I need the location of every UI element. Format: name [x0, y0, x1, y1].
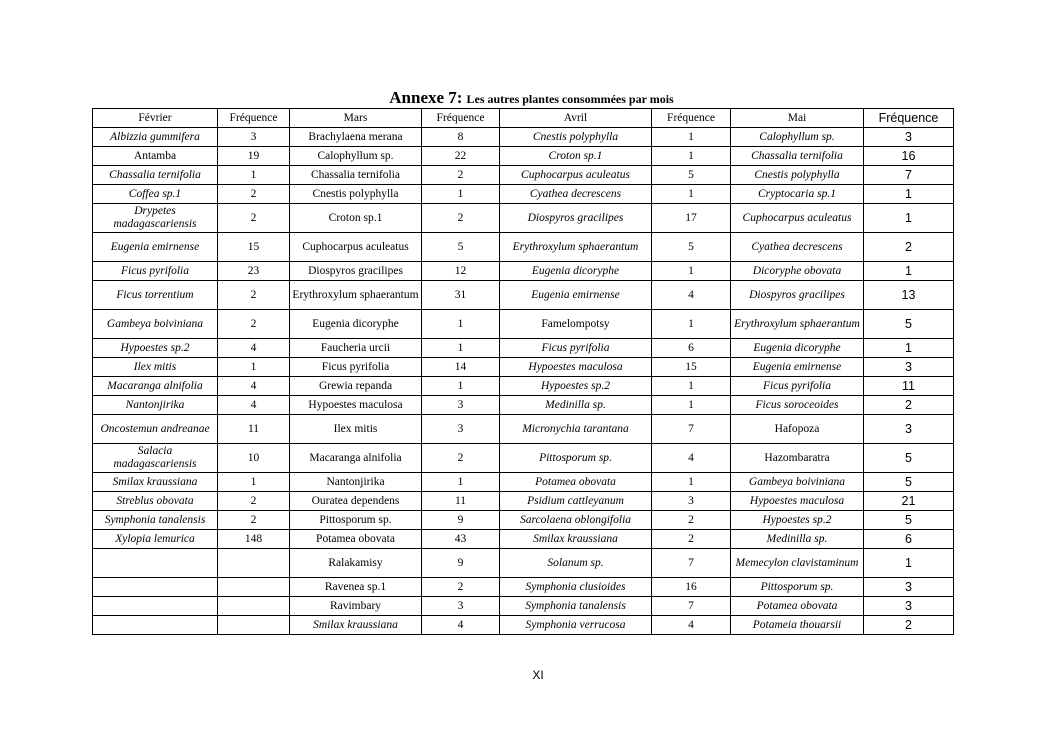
cell-fevrier-frequence: 15: [218, 233, 290, 262]
cell-avril-plant: Sarcolaena oblongifolia: [500, 511, 652, 530]
cell-mai-frequence: 5: [864, 473, 954, 492]
cell-fevrier-frequence: 19: [218, 147, 290, 166]
table-row: [93, 492, 954, 511]
cell-mai-plant: Hypoestes sp.2: [731, 511, 864, 530]
cell-mai-plant: Calophyllum sp.: [731, 128, 864, 147]
cell-mai-plant: Cuphocarpus aculeatus: [731, 204, 864, 233]
cell-avril-frequence: 1: [652, 377, 731, 396]
table-row: [93, 166, 954, 185]
table-row: [93, 233, 954, 262]
cell-mars-plant: Ilex mitis: [290, 415, 422, 444]
table-row: [93, 339, 954, 358]
cell-mars-plant: Ficus pyrifolia: [290, 358, 422, 377]
cell-avril-plant: Symphonia tanalensis: [500, 597, 652, 616]
cell-avril-plant: Ficus pyrifolia: [500, 339, 652, 358]
table-row: [93, 262, 954, 281]
cell-mai-plant: Potameia thouarsii: [731, 616, 864, 635]
cell-mai-frequence: 1: [864, 262, 954, 281]
header-mars: Mars: [290, 109, 422, 128]
title-text: Les autres plantes consommées par mois: [466, 92, 674, 106]
table-row: [93, 396, 954, 415]
cell-mars-plant: Diospyros gracilipes: [290, 262, 422, 281]
cell-mai-frequence: 16: [864, 147, 954, 166]
cell-mars-plant: Nantonjirika: [290, 473, 422, 492]
cell-fevrier-plant: Ficus torrentium: [93, 281, 218, 310]
cell-mai-plant: Dicoryphe obovata: [731, 262, 864, 281]
cell-mai-frequence: 1: [864, 204, 954, 233]
cell-mars-frequence: 1: [422, 310, 500, 339]
cell-mars-plant: Cuphocarpus aculeatus: [290, 233, 422, 262]
cell-fevrier-frequence: 1: [218, 473, 290, 492]
cell-fevrier-frequence: 148: [218, 530, 290, 549]
cell-mars-frequence: 31: [422, 281, 500, 310]
table-row: [93, 128, 954, 147]
cell-mars-frequence: 3: [422, 396, 500, 415]
cell-fevrier-plant: [93, 549, 218, 578]
cell-avril-plant: Hypoestes maculosa: [500, 358, 652, 377]
cell-mars-plant: Grewia repanda: [290, 377, 422, 396]
cell-mai-frequence: 1: [864, 549, 954, 578]
cell-avril-plant: Smilax kraussiana: [500, 530, 652, 549]
cell-fevrier-plant: Ficus pyrifolia: [93, 262, 218, 281]
cell-fevrier-frequence: 2: [218, 492, 290, 511]
cell-mai-frequence: 3: [864, 128, 954, 147]
cell-fevrier-frequence: 10: [218, 444, 290, 473]
cell-mars-plant: Croton sp.1: [290, 204, 422, 233]
cell-mars-frequence: 3: [422, 597, 500, 616]
cell-avril-plant: Pittosporum sp.: [500, 444, 652, 473]
cell-mai-frequence: 5: [864, 511, 954, 530]
cell-avril-frequence: 4: [652, 281, 731, 310]
cell-mai-frequence: 3: [864, 358, 954, 377]
cell-mars-plant: Eugenia dicoryphe: [290, 310, 422, 339]
cell-mars-plant: Smilax kraussiana: [290, 616, 422, 635]
cell-fevrier-frequence: 4: [218, 396, 290, 415]
cell-fevrier-plant: Oncostemun andreanae: [93, 415, 218, 444]
table-row: [93, 281, 954, 310]
header-frequence-avril: Fréquence: [652, 109, 731, 128]
cell-mars-frequence: 2: [422, 166, 500, 185]
cell-fevrier-plant: Smilax kraussiana: [93, 473, 218, 492]
cell-mai-frequence: 13: [864, 281, 954, 310]
table-row: [93, 616, 954, 635]
cell-avril-plant: Symphonia verrucosa: [500, 616, 652, 635]
cell-fevrier-plant: Xylopia lemurica: [93, 530, 218, 549]
cell-avril-frequence: 15: [652, 358, 731, 377]
cell-mars-plant: Erythroxylum sphaerantum: [290, 281, 422, 310]
cell-mai-plant: Potamea obovata: [731, 597, 864, 616]
cell-avril-plant: Hypoestes sp.2: [500, 377, 652, 396]
cell-fevrier-frequence: 1: [218, 358, 290, 377]
cell-fevrier-plant: Macaranga alnifolia: [93, 377, 218, 396]
cell-mai-frequence: 2: [864, 616, 954, 635]
cell-mars-plant: Faucheria urcii: [290, 339, 422, 358]
table-row: [93, 530, 954, 549]
cell-avril-plant: Cnestis polyphylla: [500, 128, 652, 147]
cell-avril-plant: Eugenia emirnense: [500, 281, 652, 310]
cell-avril-frequence: 1: [652, 147, 731, 166]
cell-mars-frequence: 1: [422, 185, 500, 204]
table-row: [93, 473, 954, 492]
cell-mars-plant: Ravenea sp.1: [290, 578, 422, 597]
cell-mars-frequence: 43: [422, 530, 500, 549]
cell-fevrier-plant: Symphonia tanalensis: [93, 511, 218, 530]
cell-avril-frequence: 17: [652, 204, 731, 233]
cell-fevrier-frequence: 4: [218, 377, 290, 396]
cell-mai-frequence: 2: [864, 396, 954, 415]
cell-avril-plant: Cyathea decrescens: [500, 185, 652, 204]
cell-mai-frequence: 5: [864, 310, 954, 339]
cell-mai-frequence: 1: [864, 185, 954, 204]
table-row: [93, 511, 954, 530]
cell-mai-frequence: 11: [864, 377, 954, 396]
cell-mars-frequence: 3: [422, 415, 500, 444]
cell-fevrier-plant: Eugenia emirnense: [93, 233, 218, 262]
cell-mars-plant: Pittosporum sp.: [290, 511, 422, 530]
table-row: [93, 578, 954, 597]
table-row: [93, 444, 954, 473]
cell-mars-frequence: 1: [422, 377, 500, 396]
cell-fevrier-frequence: 2: [218, 310, 290, 339]
cell-fevrier-plant: [93, 597, 218, 616]
cell-fevrier-frequence: 2: [218, 185, 290, 204]
cell-avril-plant: Eugenia dicoryphe: [500, 262, 652, 281]
cell-avril-plant: Symphonia clusioides: [500, 578, 652, 597]
cell-fevrier-frequence: [218, 597, 290, 616]
cell-avril-plant: Erythroxylum sphaerantum: [500, 233, 652, 262]
cell-avril-frequence: 5: [652, 233, 731, 262]
cell-mars-frequence: 1: [422, 473, 500, 492]
cell-fevrier-frequence: [218, 549, 290, 578]
cell-avril-plant: Micronychia tarantana: [500, 415, 652, 444]
cell-avril-plant: Cuphocarpus aculeatus: [500, 166, 652, 185]
cell-mars-plant: Brachylaena merana: [290, 128, 422, 147]
cell-avril-plant: Croton sp.1: [500, 147, 652, 166]
cell-fevrier-frequence: 2: [218, 204, 290, 233]
cell-mai-frequence: 2: [864, 233, 954, 262]
cell-avril-plant: Solanum sp.: [500, 549, 652, 578]
cell-avril-frequence: 2: [652, 530, 731, 549]
cell-fevrier-frequence: 4: [218, 339, 290, 358]
cell-avril-frequence: 7: [652, 597, 731, 616]
cell-fevrier-frequence: 23: [218, 262, 290, 281]
cell-mars-frequence: 4: [422, 616, 500, 635]
cell-mai-plant: Eugenia emirnense: [731, 358, 864, 377]
cell-fevrier-frequence: [218, 616, 290, 635]
cell-fevrier-plant: Hypoestes sp.2: [93, 339, 218, 358]
table-row: [93, 310, 954, 339]
cell-mai-plant: Hypoestes maculosa: [731, 492, 864, 511]
cell-mai-plant: Medinilla sp.: [731, 530, 864, 549]
cell-mars-plant: Potamea obovata: [290, 530, 422, 549]
cell-avril-frequence: 1: [652, 310, 731, 339]
cell-mai-frequence: 3: [864, 578, 954, 597]
page-title: [0, 89, 1053, 108]
cell-avril-frequence: 7: [652, 415, 731, 444]
cell-mai-plant: Pittosporum sp.: [731, 578, 864, 597]
cell-avril-plant: Psidium cattleyanum: [500, 492, 652, 511]
cell-avril-frequence: 1: [652, 128, 731, 147]
cell-mai-plant: Diospyros gracilipes: [731, 281, 864, 310]
cell-avril-frequence: 1: [652, 396, 731, 415]
cell-avril-frequence: 6: [652, 339, 731, 358]
table-row: [93, 597, 954, 616]
cell-mars-frequence: 11: [422, 492, 500, 511]
cell-mai-plant: Gambeya boiviniana: [731, 473, 864, 492]
cell-fevrier-plant: [93, 616, 218, 635]
cell-mars-frequence: 1: [422, 339, 500, 358]
cell-avril-plant: Medinilla sp.: [500, 396, 652, 415]
table-row: [93, 358, 954, 377]
table-row: [93, 377, 954, 396]
table-header-row: [93, 109, 954, 128]
cell-mai-plant: Memecylon clavistaminum: [731, 549, 864, 578]
table-row: [93, 549, 954, 578]
cell-fevrier-plant: Antamba: [93, 147, 218, 166]
cell-fevrier-frequence: 3: [218, 128, 290, 147]
cell-fevrier-frequence: 2: [218, 281, 290, 310]
cell-mars-frequence: 12: [422, 262, 500, 281]
table-row: [93, 204, 954, 233]
cell-mars-frequence: 9: [422, 511, 500, 530]
table-row: [93, 147, 954, 166]
header-fevrier: Février: [93, 109, 218, 128]
cell-fevrier-frequence: 1: [218, 166, 290, 185]
header-frequence-mars: Fréquence: [422, 109, 500, 128]
cell-avril-frequence: 4: [652, 616, 731, 635]
cell-mars-frequence: 2: [422, 444, 500, 473]
cell-mars-frequence: 5: [422, 233, 500, 262]
cell-fevrier-plant: Chassalia ternifolia: [93, 166, 218, 185]
cell-avril-plant: Potamea obovata: [500, 473, 652, 492]
table-row: [93, 415, 954, 444]
table-row: [93, 185, 954, 204]
cell-avril-frequence: 1: [652, 185, 731, 204]
cell-avril-frequence: 1: [652, 262, 731, 281]
cell-mai-frequence: 3: [864, 415, 954, 444]
cell-mai-plant: Cryptocaria sp.1: [731, 185, 864, 204]
cell-avril-frequence: 2: [652, 511, 731, 530]
header-avril: Avril: [500, 109, 652, 128]
plants-table: [92, 108, 954, 635]
cell-mars-frequence: 22: [422, 147, 500, 166]
cell-mai-plant: Erythroxylum sphaerantum: [731, 310, 864, 339]
cell-avril-frequence: 7: [652, 549, 731, 578]
cell-mai-plant: Hafopoza: [731, 415, 864, 444]
cell-mars-frequence: 2: [422, 204, 500, 233]
cell-mars-frequence: 2: [422, 578, 500, 597]
cell-mai-frequence: 3: [864, 597, 954, 616]
cell-mars-plant: Ralakamisy: [290, 549, 422, 578]
cell-avril-frequence: 4: [652, 444, 731, 473]
cell-mars-plant: Macaranga alnifolia: [290, 444, 422, 473]
cell-avril-frequence: 5: [652, 166, 731, 185]
cell-fevrier-plant: Coffea sp.1: [93, 185, 218, 204]
cell-avril-plant: Diospyros gracilipes: [500, 204, 652, 233]
cell-mai-frequence: 1: [864, 339, 954, 358]
cell-mai-plant: Ficus pyrifolia: [731, 377, 864, 396]
cell-mai-plant: Cnestis polyphylla: [731, 166, 864, 185]
cell-fevrier-plant: Albizzia gummifera: [93, 128, 218, 147]
header-mai: Mai: [731, 109, 864, 128]
cell-avril-frequence: 1: [652, 473, 731, 492]
cell-mai-frequence: 21: [864, 492, 954, 511]
cell-mai-frequence: 5: [864, 444, 954, 473]
cell-fevrier-plant: [93, 578, 218, 597]
header-frequence-mai: Fréquence: [864, 109, 954, 128]
cell-fevrier-plant: Ilex mitis: [93, 358, 218, 377]
cell-mars-plant: Ouratea dependens: [290, 492, 422, 511]
cell-mars-frequence: 8: [422, 128, 500, 147]
cell-mai-plant: Chassalia ternifolia: [731, 147, 864, 166]
cell-mars-plant: Hypoestes maculosa: [290, 396, 422, 415]
cell-mars-plant: Ravimbary: [290, 597, 422, 616]
cell-mai-plant: Cyathea decrescens: [731, 233, 864, 262]
cell-fevrier-frequence: 11: [218, 415, 290, 444]
cell-avril-frequence: 16: [652, 578, 731, 597]
cell-mai-plant: Eugenia dicoryphe: [731, 339, 864, 358]
cell-mai-frequence: 6: [864, 530, 954, 549]
cell-avril-frequence: 3: [652, 492, 731, 511]
cell-fevrier-plant: Salacia madagascariensis: [93, 444, 218, 473]
cell-mars-plant: Cnestis polyphylla: [290, 185, 422, 204]
cell-mars-plant: Calophyllum sp.: [290, 147, 422, 166]
title-label: Annexe 7:: [389, 88, 463, 107]
cell-fevrier-plant: Gambeya boiviniana: [93, 310, 218, 339]
cell-fevrier-plant: Streblus obovata: [93, 492, 218, 511]
cell-fevrier-frequence: 2: [218, 511, 290, 530]
cell-mai-frequence: 7: [864, 166, 954, 185]
cell-mars-frequence: 9: [422, 549, 500, 578]
cell-mars-plant: Chassalia ternifolia: [290, 166, 422, 185]
cell-fevrier-plant: Nantonjirika: [93, 396, 218, 415]
cell-fevrier-plant: Drypetes madagascariensis: [93, 204, 218, 233]
cell-mai-plant: Ficus soroceoides: [731, 396, 864, 415]
cell-mai-plant: Hazombaratra: [731, 444, 864, 473]
cell-fevrier-frequence: [218, 578, 290, 597]
page-number: XI: [532, 668, 544, 682]
cell-mars-frequence: 14: [422, 358, 500, 377]
header-frequence-fevrier: Fréquence: [218, 109, 290, 128]
cell-avril-plant: Famelompotsy: [500, 310, 652, 339]
